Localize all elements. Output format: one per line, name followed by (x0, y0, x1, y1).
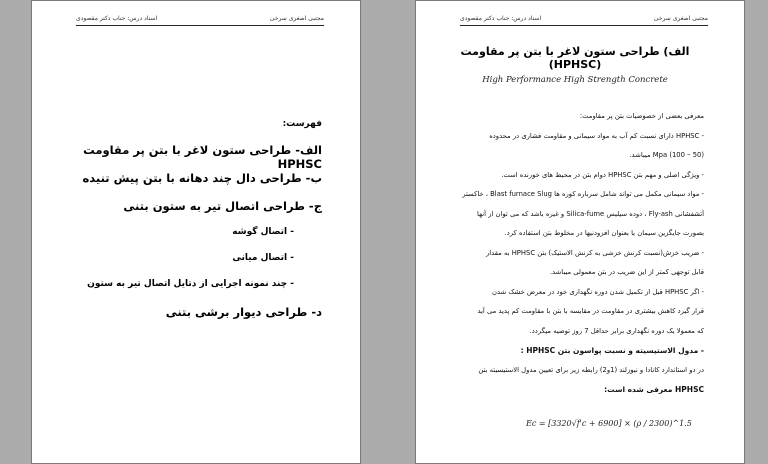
body-line: قابل توجهی کمتر از این ضریب در بتن معمولی میباشد. (549, 268, 704, 276)
section-subtitle: High Performance High Strength Concrete (482, 75, 668, 85)
header-student-name: مجتبی اصغری سرخی (653, 15, 708, 22)
body-line: - HPHSC دارای نسبت کم آب به مواد سیمانی و مقاومت فشاری در محدوده (489, 131, 704, 140)
body-line: - مواد سیمانی مکمل می تواند شامل سرباره کوره ها Blast furnace Slug ، خاکستر (462, 190, 704, 198)
header-divider (76, 25, 324, 26)
header-teacher-name: استاد درس: جناب دکتر مقصودی (76, 15, 158, 22)
body-line: آتشفشانی Fly-ash ، دوده سیلیس Silica-fume و غیره باشد که می توان از آنها (477, 209, 704, 218)
body-line: - ویژگی اصلی و مهم بتن HPHSC دوام بتن در محیط های خورنده است. (501, 170, 704, 179)
header-teacher-name: استاد درس: جناب دکتر مقصودی (460, 15, 542, 22)
elastic-modulus-formula: Ec = [3320√f'c + 6900] × (ρ / 2300)^1.5 (526, 419, 692, 428)
document-page-right (415, 0, 745, 464)
toc-title: فهرست: (282, 119, 322, 129)
table-of-contents (62, 119, 322, 333)
toc-item: ب- طراحی دال چند دهانه با بتن پیش تنیده (82, 171, 322, 185)
body-line: معرفی بعضی از خصوصیات بتن پر مقاومت: (579, 112, 704, 120)
section-title: الف) طراحی ستون لاغر با بتن پر مقاومت (HPHSC) (460, 45, 690, 71)
toc-item: الف- طراحی ستون لاغر با بتن پر مقاومت HPHSC (83, 143, 322, 171)
document-page-left (31, 0, 361, 464)
section-body (448, 109, 704, 402)
body-line: - ضریب خزش(نسبت کرنش خزشی به کرنش الاستیک) بتن HPHSC به مقدار (486, 248, 704, 257)
body-line: (50 – 100) Mpa میباشد. (629, 151, 704, 159)
body-line: - اگر HPHSC قبل از تکمیل شدن دوره نگهداری خود در معرض خشک شدن (492, 287, 704, 296)
body-line: در دو استاندارد کانادا و نیوزلند (1و2) رابطه زیر برای تعیین مدول الاستیسیته بتن (478, 365, 704, 374)
body-line: قرار گیرد کاهش بیشتری در مقاومت در مقایسه با بتن با مقاومت کم پدید می آید (477, 307, 704, 315)
toc-item: ج- طراحی اتصال تیر به ستون بتنی (123, 199, 322, 213)
toc-sub-item: - اتصال میانی (232, 253, 294, 263)
body-line: HPHSC معرفی شده است: (604, 385, 704, 394)
header-student-name: مجتبی اصغری سرخی (269, 15, 324, 22)
body-line: بصورت جایگزین سیمان یا بعنوان افزودنیها در مخلوط بتن استفاده کرد. (504, 229, 704, 237)
body-line: که معمولا یک دوره نگهداری برابر حداقل 7 روز توصیه میگردد. (529, 326, 704, 335)
toc-item: د- طراحی دیوار برشی بتنی (165, 305, 322, 319)
body-line: - مدول الاستیسیته و نسبت پواسون بتن HPHSC : (520, 346, 704, 355)
toc-sub-item: - اتصال گوشه (232, 227, 294, 237)
header-divider (460, 25, 708, 26)
toc-sub-item: - چند نمونه اجرایی از دتایل اتصال تیر به ستون (87, 279, 294, 289)
